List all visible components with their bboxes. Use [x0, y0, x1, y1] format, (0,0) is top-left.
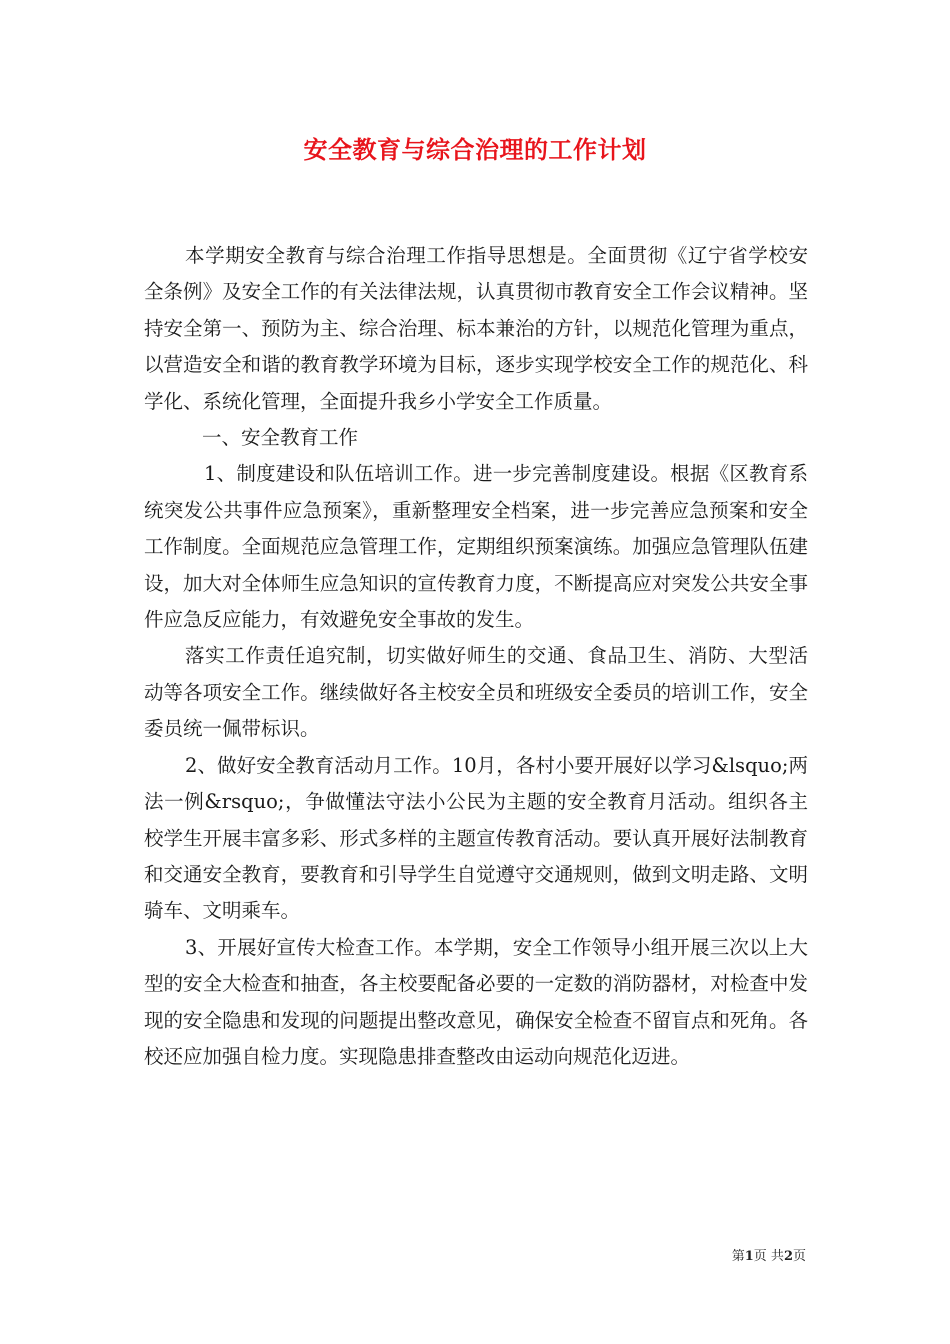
paragraph-system-building: 1、制度建设和队伍培训工作。进一步完善制度建设。根据《区教育系统突发公共事件应急预案》，重新整理安全档案，进一步完善应急预案和安全工作制度。全面规范应急管理工作，定期组织预案演练。加强应急管理队伍建设，加大对全体师生应急知识的宣传教育力度，不断提高应对突发公共安全事件应急反应能力，有效避免安全事故的发生。	[144, 462, 808, 632]
document-title: 安全教育与综合治理的工作计划	[303, 135, 647, 164]
paragraph-responsibility: 落实工作责任追究制，切实做好师生的交通、食品卫生、消防、大型活动等各项安全工作。继续做好各主校安全员和班级安全委员的培训工作，安全委员统一佩带标识。	[144, 644, 808, 741]
footer-suffix: 页	[792, 1249, 806, 1264]
footer-total-pages: 2	[783, 1249, 793, 1264]
paragraph-inspection: 3、开展好宣传大检查工作。本学期，安全工作领导小组开展三次以上大型的安全大检查和抽查，各主校要配备必要的一定数的消防器材，对检查中发现的安全隐患和发现的问题提出整改意见，确保安全检查不留盲点和死角。各校还应加强自检力度。实现隐患排查整改由运动向规范化迈进。	[144, 935, 808, 1068]
paragraph-education-month: 2、做好安全教育活动月工作。10月，各村小要开展好以学习&lsquo;两法一例&rsquo;，争做懂法守法小公民为主题的安全教育月活动。组织各主校学生开展丰富多彩、形式多样的主题宣传教育活动。要认真开展好法制教育和交通安全教育，要教育和引导学生自觉遵守交通规则，做到文明走路、文明骑车、文明乘车。	[144, 753, 808, 923]
footer-current-page: 1	[744, 1249, 754, 1264]
section-heading-safety-education: 一、安全教育工作	[202, 426, 359, 450]
page-number-footer	[732, 1248, 806, 1266]
footer-prefix: 第	[731, 1249, 745, 1264]
document-body	[144, 238, 808, 1075]
footer-middle: 页 共	[753, 1249, 784, 1264]
paragraph-guiding-idea: 本学期安全教育与综合治理工作指导思想是。全面贯彻《辽宁省学校安全条例》及安全工作的有关法律法规，认真贯彻市教育安全工作会议精神。坚持安全第一、预防为主、综合治理、标本兼治的方针，以规范化管理为重点，以营造安全和谐的教育教学环境为目标，逐步实现学校安全工作的规范化、科学化、系统化管理，全面提升我乡小学安全工作质量。	[144, 244, 808, 413]
